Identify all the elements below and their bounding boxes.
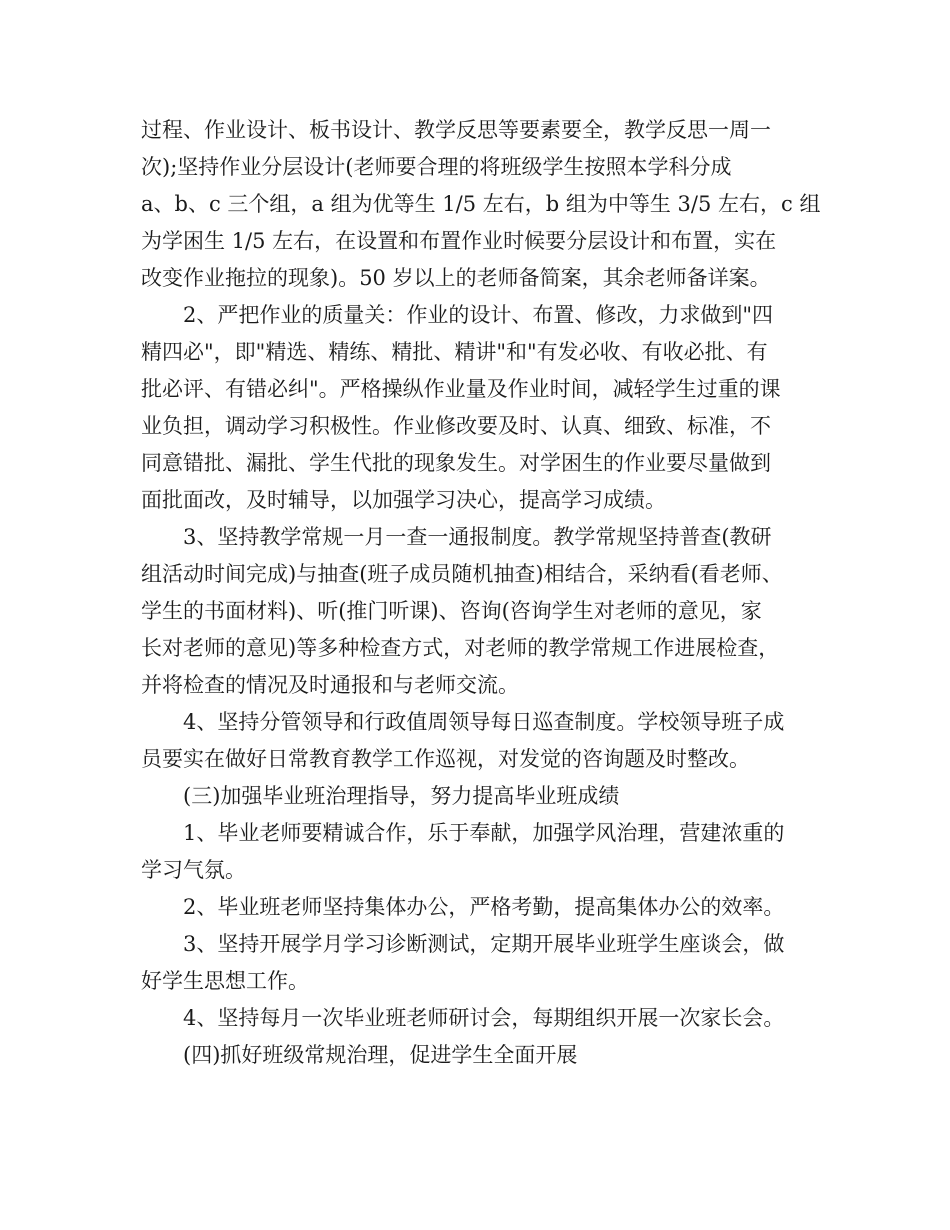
section-heading: (四)抓好班级常规治理，促进学生全面开展 [183, 1043, 578, 1067]
text-line: 长对老师的意见)等多种检查方式，对老师的教学常规工作进展检查， [141, 636, 780, 660]
text-line: 3、坚持开展学月学习诊断测试，定期开展毕业班学生座谈会，做 [183, 932, 785, 956]
text-line: 2、严把作业的质量关：作业的设计、布置、修改，力求做到"四 [183, 303, 774, 327]
text-line: 好学生思想工作。 [141, 969, 309, 993]
text-line: 1、毕业老师要精诚合作，乐于奉献，加强学风治理，营建浓重的 [183, 821, 785, 845]
text-line: 同意错批、漏批、学生代批的现象发生。对学困生的作业要尽量做到 [141, 451, 771, 475]
text-line: 3、坚持教学常规一月一查一通报制度。教学常规坚持普查(教研 [183, 525, 772, 549]
text-line: 精四必"，即"精选、精练、精批、精讲"和"有发必收、有收必批、有 [141, 340, 768, 364]
text-line: a、b、c 三个组，a 组为优等生 1/5 左右，b 组为中等生 3/5 左右，c 组 [141, 192, 821, 216]
section-heading: (三)加强毕业班治理指导，努力提高毕业班成绩 [183, 784, 620, 808]
text-line: 并将检查的情况及时通报和与老师交流。 [141, 673, 519, 697]
text-line: 过程、作业设计、板书设计、教学反思等要素要全，教学反思一周一 [141, 118, 771, 142]
text-line: 员要实在做好日常教育教学工作巡视，对发觉的咨询题及时整改。 [141, 747, 750, 771]
text-line: 学生的书面材料)、听(推门听课)、咨询(咨询学生对老师的意见，家 [141, 599, 762, 623]
text-line: 4、坚持分管领导和行政值周领导每日巡查制度。学校领导班子成 [183, 710, 785, 734]
text-line: 组活动时间完成)与抽查(班子成员随机抽查)相结合，采纳看(看老师、 [141, 562, 783, 586]
text-line: 为学困生 1/5 左右，在设置和布置作业时候要分层设计和布置，实在 [141, 229, 777, 253]
text-line: 业负担，调动学习积极性。作业修改要及时、认真、细致、标准，不 [141, 414, 771, 438]
text-line: 面批面改，及时辅导，以加强学习决心，提高学习成绩。 [141, 488, 666, 512]
text-line: 改变作业拖拉的现象)。50 岁以上的老师备简案，其余老师备详案。 [141, 266, 771, 290]
text-line: 2、毕业班老师坚持集体办公，严格考勤，提高集体办公的效率。 [183, 895, 785, 919]
text-line: 批必评、有错必纠"。严格操纵作业量及作业时间，减轻学生过重的课 [141, 377, 781, 401]
text-line: 学习气氛。 [141, 858, 246, 882]
text-line: 4、坚持每月一次毕业班老师研讨会，每期组织开展一次家长会。 [183, 1006, 785, 1030]
text-line: 次);坚持作业分层设计(老师要合理的将班级学生按照本学科分成 [141, 155, 732, 179]
